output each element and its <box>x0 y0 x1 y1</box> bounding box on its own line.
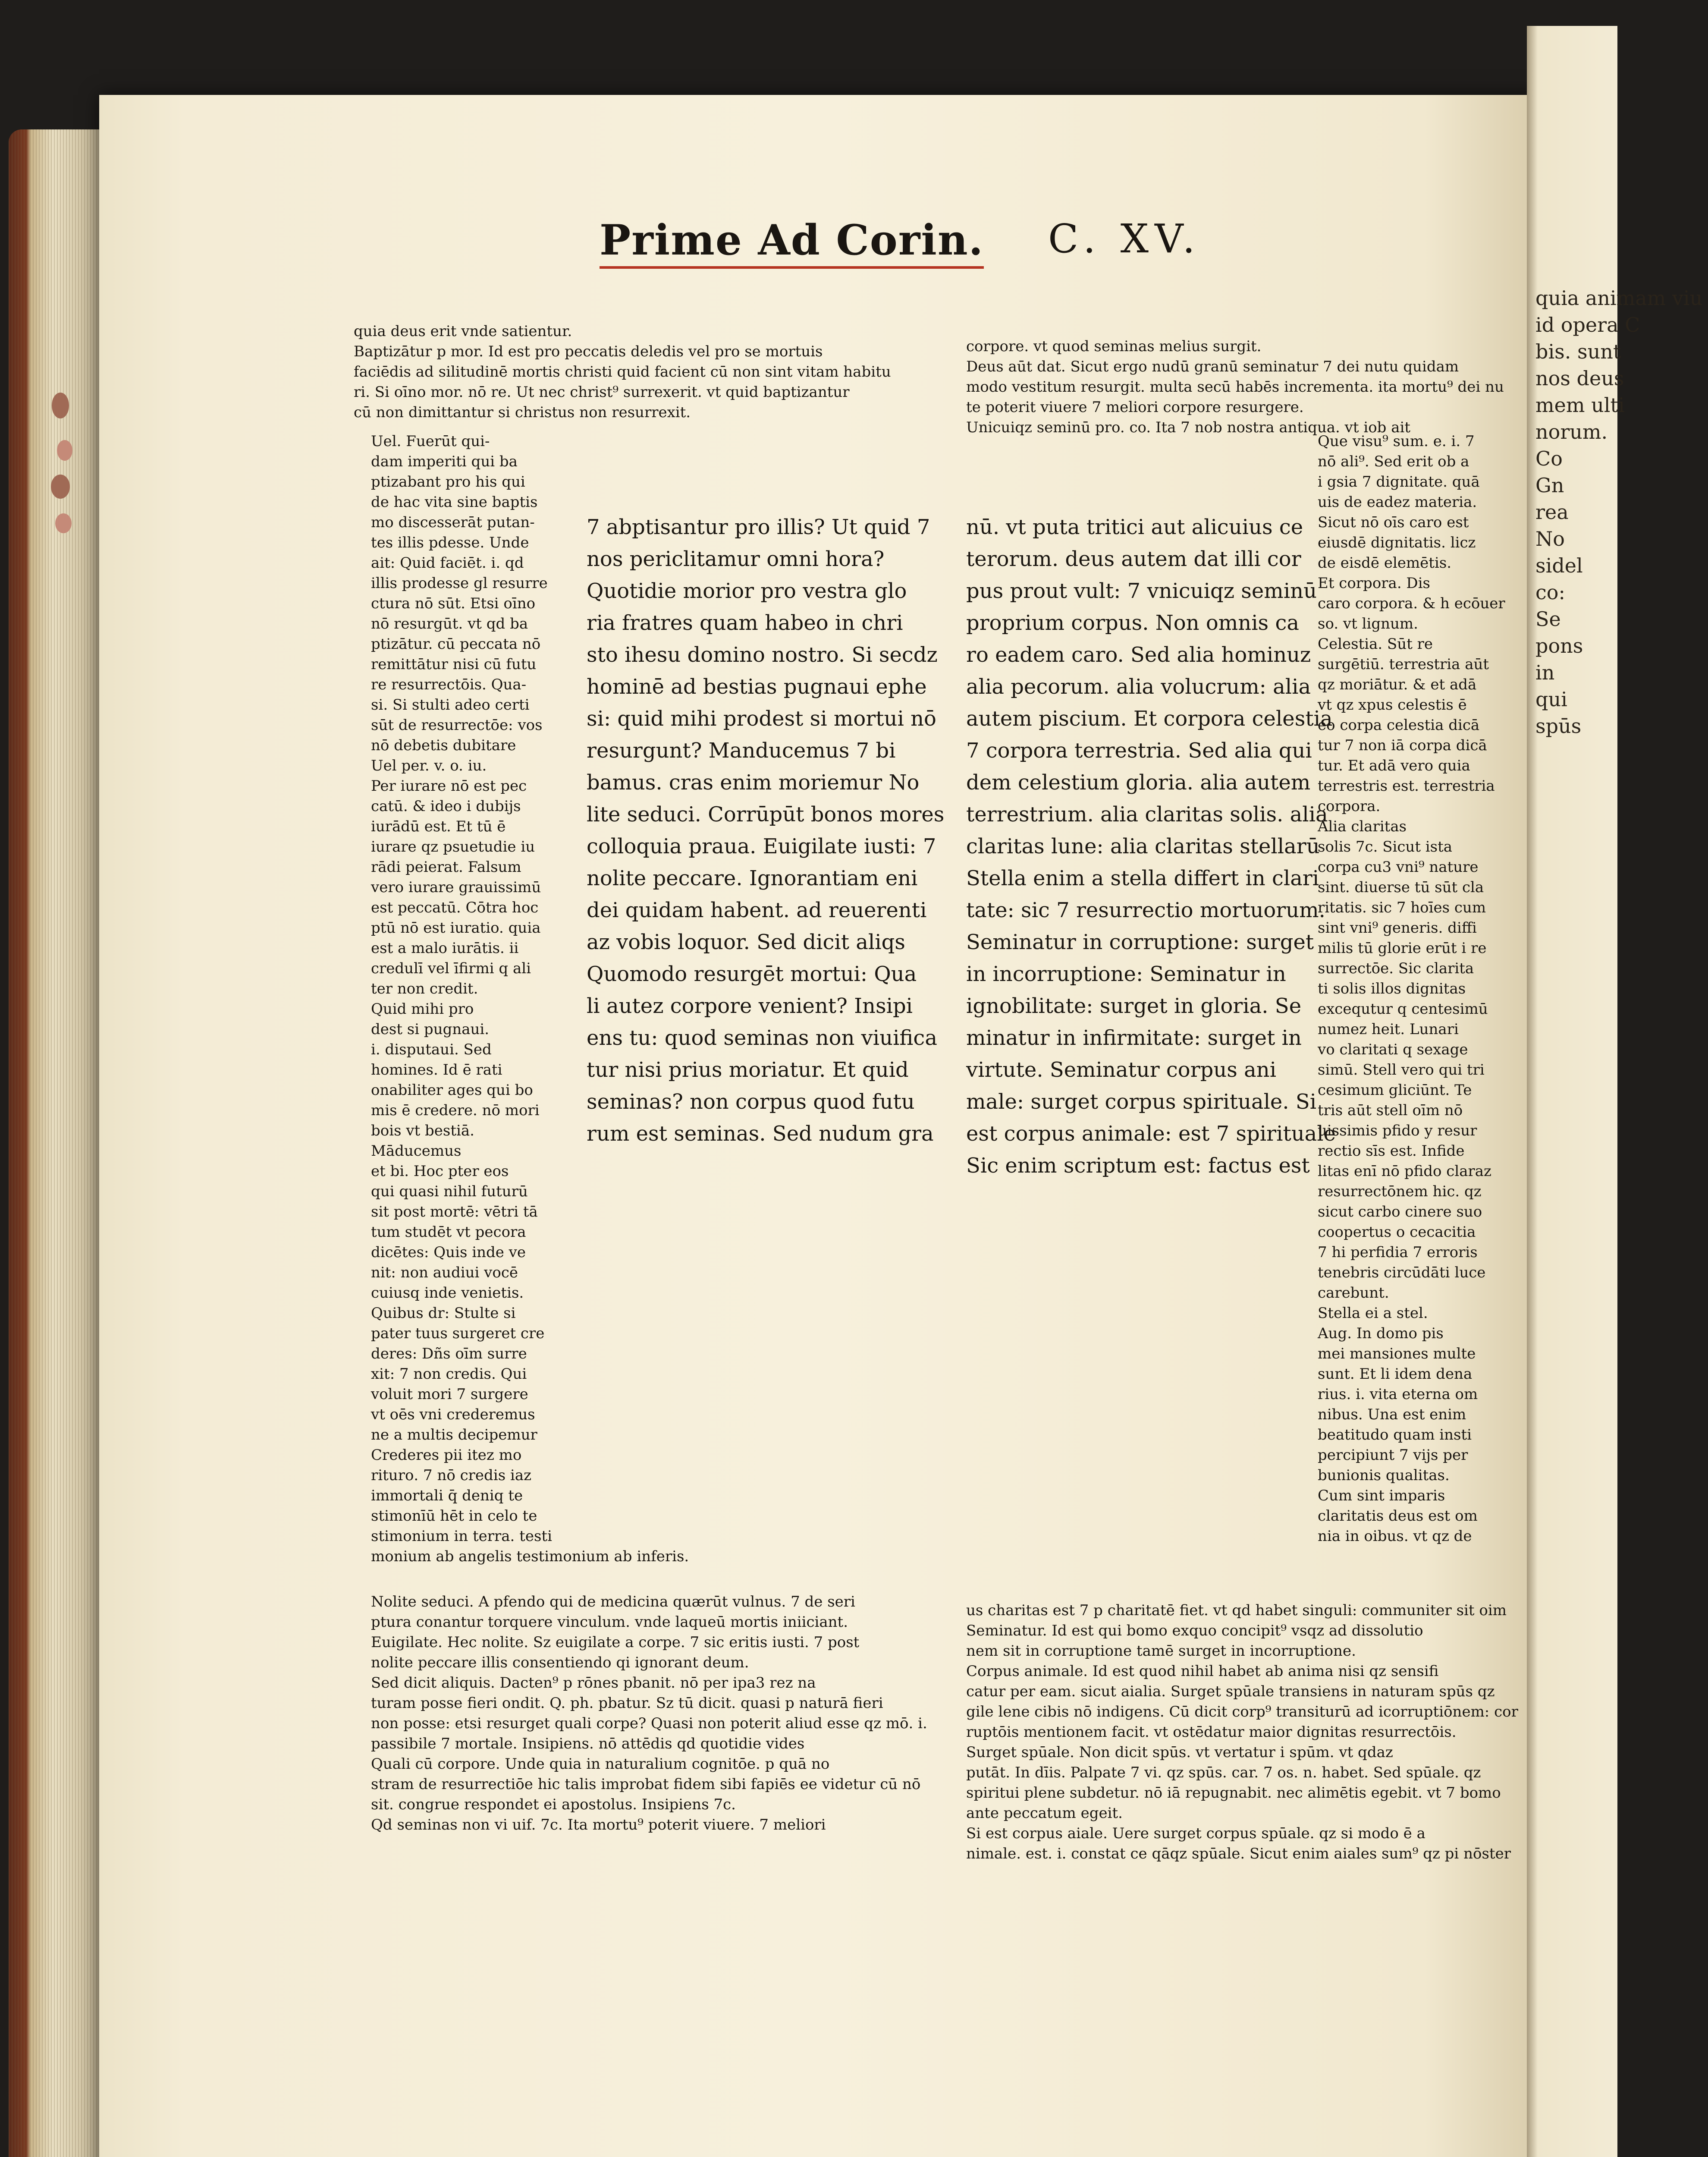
chapter-number: C. XV. <box>1048 216 1201 262</box>
running-head: Prime Ad Corin. <box>600 216 984 269</box>
gloss-bottom-right: us charitas est 7 p charitatē fiet. vt qd habet singuli: communiter sit oim Seminatur. Id est qui bomo exquo concipit⁹ vsqz ad dissolutio nem sit in corruptione tamē surget in incorruptione. Corpus animale. Id est quod nihil habet ab anima nisi qz sensifi catur per eam. sicut aialia. Surget spūale transiens in naturam spūs qz gile lene cibis nō indigens. Cū dicit corp⁹ transiturū ad icorruptiōnem: cor ruptōis mentionem facit. vt ostēdatur maior dignitas resurrectōis. Surget spūale. Non dicit spūs. vt vertatur i spūm. vt qdaz putāt. In dīis. Palpate 7 vi. qz spūs. car. 7 os. n. habet. Sed spūale. qz spiritui plene subdetur. nō iā repugnabit. nec alimētis egebit. vt 7 bomo ante peccatum egeit. Si est corpus aiale. Uere surget corpus spūale. qz si modo ē a nimale. est. i. constat ce qāqz spūale. Sicut enim aiales sum⁹ qz pi nōster <box>966 1602 1518 1862</box>
gloss-left-margin: Uel. Fuerūt qui- dam imperiti qui ba ptizabant pro his qui de hac vita sine baptis mo discesserāt putan- tes illis pdesse. Unde ait: Quid faciēt. i. qd illis prodesse gl resurre ctura nō sūt. Etsi oīno nō resurgūt. vt qd ba ptizātur. cū peccata nō remittātur nisi cū futu re resurrectōis. Qua- si. Si stulti adeo certi sūt de resurrectōe: vos nō debetis dubitare Uel per. v. o. iu. Per iurare nō est pec catū. & ideo i dubijs iurādū est. Et tū ē iurare qz psuetudie iu rādi peierat. Falsum vero iurare grauissimū est peccatū. Cōtra hoc ptū nō est iuratio. quia est a malo iurātis. ii credulī vel īfirmi q ali ter non credit. Quid mihi pro dest si pugnaui. i. disputaui. Sed homines. Id ē rati onabiliter ages qui bo mis ē credere. nō mori bois vt bestiā. Māducemus et bi. Hoc pter eos qui quasi nihil futurū sit post mortē: vētri tā tum studēt vt pecora dicētes: Quis inde ve nit: non audiui vocē cuiusq inde venietis. Quibus dr: Stulte si pater tuus surgeret cre deres: Dñs oīm surre xit: 7 non credis. Qui voluit mori 7 surgere vt oēs vni crederemus ne a multis decipemur Crederes pii itez mo riturο. 7 nō credis iaz immortali q̄ deniq te stimonīū hēt in celo te stimonium in terra. testi monium ab angelis <box>371 433 552 1565</box>
main-text-column-right: nū. vt puta tritici aut alicuius ce terorum. deus autem dat illi cor pus prout vult: 7 vnicuiqz seminū proprium corpus. Non omnis ca ro eadem caro. Sed alia hominuz alia pecorum. alia volucrum: alia autem piscium. Et corpora celestia 7 corpora terrestria. Sed alia qui dem celestium gloria. alia autem terrestrium. alia claritas solis. alia claritas lune: alia claritas stellarū Stella enim a stella differt in clari tate: sic 7 resurrectio mortuorum. Seminatur in corruptione: surget in incorruptione: Seminatur in ignobilitate: surget in gloria. Se minatur in infirmitate: surget in virtute. Seminatur corpus ani male: surget corpus spirituale. Si est corpus animale: est 7 spirituale Sic enim scriptum est: factus est <box>966 515 1336 1178</box>
gloss-top-right: corpore. vt quod seminas melius surgit. Deus aūt dat. Sicut ergo nudū granū seminatur 7 dei nutu quidam modo vestitum resurgit. multa secū habēs incrementa. ita mortu⁹ dei nu te poterit viuere 7 meliori corpore resurgere. Unicuiqz seminū pro. co. Ita 7 nob nostra antiqua. vt iob ait <box>966 338 1504 436</box>
right-page-fragment <box>1527 26 1703 2157</box>
next-page-text: quia animam viu id opera C bis. sunt nos deus mem ulti norum. Co Gn rea No sidel co: Se pons in qui spūs <box>1535 286 1703 738</box>
gloss-right-margin: Que visu⁹ sum. e. i. 7 nō ali⁹. Sed erit ob a i gsia 7 dignitate. quā uis de eadez materia. Sicut nō oīs caro est eiusdē dignitatis. licz de eisdē elemētis. Et corpora. Dis caro corpora. & h ecōuer so. vt lignum. Celestia. Sūt re surgētiū. terrestria aūt qz moriātur. & et adā vt qz xpus celestis ē eo corpa celestia dicā tur 7 non iā corpa dicā tur. Et adā vero quia terrestris est. terrestria corpora. Alia claritas solis 7c. Sicut ista corpa cu3 vni⁹ nature sint. diuerse tū sūt cla ritatis. sic 7 hoīes cum sint vni⁹ generis. diffi milis tū glorie erūt i re surrectōe. Sic clarita ti solis illos dignitas excequtur q centesimū numez heit. Lunari vo claritati q sexage simū. Stell vero qui tri cesimum gliciūnt. Te tris aūt stell oīm nō uissimis pfido y resur rectio sīs est. Infide litas enī nō pfido claraz resurrectōnem hic. qz sicut carbo cinere suo coopertus o cecacitia 7 hi perfidia 7 erroris tenebris circūdāti luce carebunt. Stella ei a stel. Aug. In domo pis mei mansiones multe sunt. Et li idem dena rius. i. vita eterna om nibus. Una est enim beatitudo quam insti percipiunt 7 vijs per bunionis qualitas. Cum sint imparis claritatis deus est om nia in oibus. vt qz de <box>1318 433 1505 1545</box>
gloss-top-left: quia deus erit vnde satientur. Baptizātur p mor. Id est pro peccatis deledis vel pro se mortuis faciēdis ad silitudinē mortis christi quid facient cū non sint vitam habitu ri. Si oīno mor. nō re. Ut nec christ⁹ surrexerit. vt quid baptizantur cū non dimittantur si christus non resurrexit. <box>354 323 891 421</box>
gloss-bottom-left: Nolite seduci. A pfendo qui de medicina quærūt vulnus. 7 de seri ptura conantur torquere vinculum. vnde laqueū mortis iniiciant. Euigilate. Hec nolite. Sz euigilate a corpe. 7 sic eritis iusti. 7 post nolite peccare illis consentiendo qi ignorant deum. Sed dicit aliquis. Dacten⁹ p rōnes pbanit. nō per ipa3 rez na turam posse fieri ondit. Q. ph. pbatur. Sz tū dicit. quasi p naturā fieri non posse: etsi resurget quali corpe? Quasi non poterit aliud esse qz mō. i. passibile 7 mortale. Insipiens. nō attēdis qd quotidie vides Quali cū corpore. Unde quia in naturalium cognitōe. p quā no stram de resurrectiōe hic talis improbat fidem sibi fapiēs ee videtur cū nō sit. congrue respondet ei apostolus. Insipiens 7c. Qd seminas non vi uif. 7c. Ita mortu⁹ poterit viuere. 7 meliori <box>371 1593 927 1833</box>
main-text-column-left: 7 abptisantur pro illis? Ut quid 7 nos periclitamur omni hora? Quotidie morior pro vestra glo ria fratres quam habeo in chri sto ihesu domino nostro. Si secdz hominē ad bestias pugnaui ephe si: quid mihi prodest si mortui nō resurgunt? Manducemus 7 bi bamus. cras enim moriemur No lite seduci. Corrūpūt bonos mores colloquia praua. Euigilate iusti: 7 nolite peccare. Ignorantiam eni dei quidam habent. ad reuerenti az vobis loquor. Sed dicit aliqs Quomodo resurgēt mortui: Qua li autez corpore venient? Insipi ens tu: quod seminas non viuifica tur nisi prius moriatur. Et quid seminas? non corpus quod futu rum est seminas. Sed nudum gra <box>587 515 945 1146</box>
bookmark-ribbon <box>47 388 78 561</box>
page-header <box>600 211 1290 280</box>
